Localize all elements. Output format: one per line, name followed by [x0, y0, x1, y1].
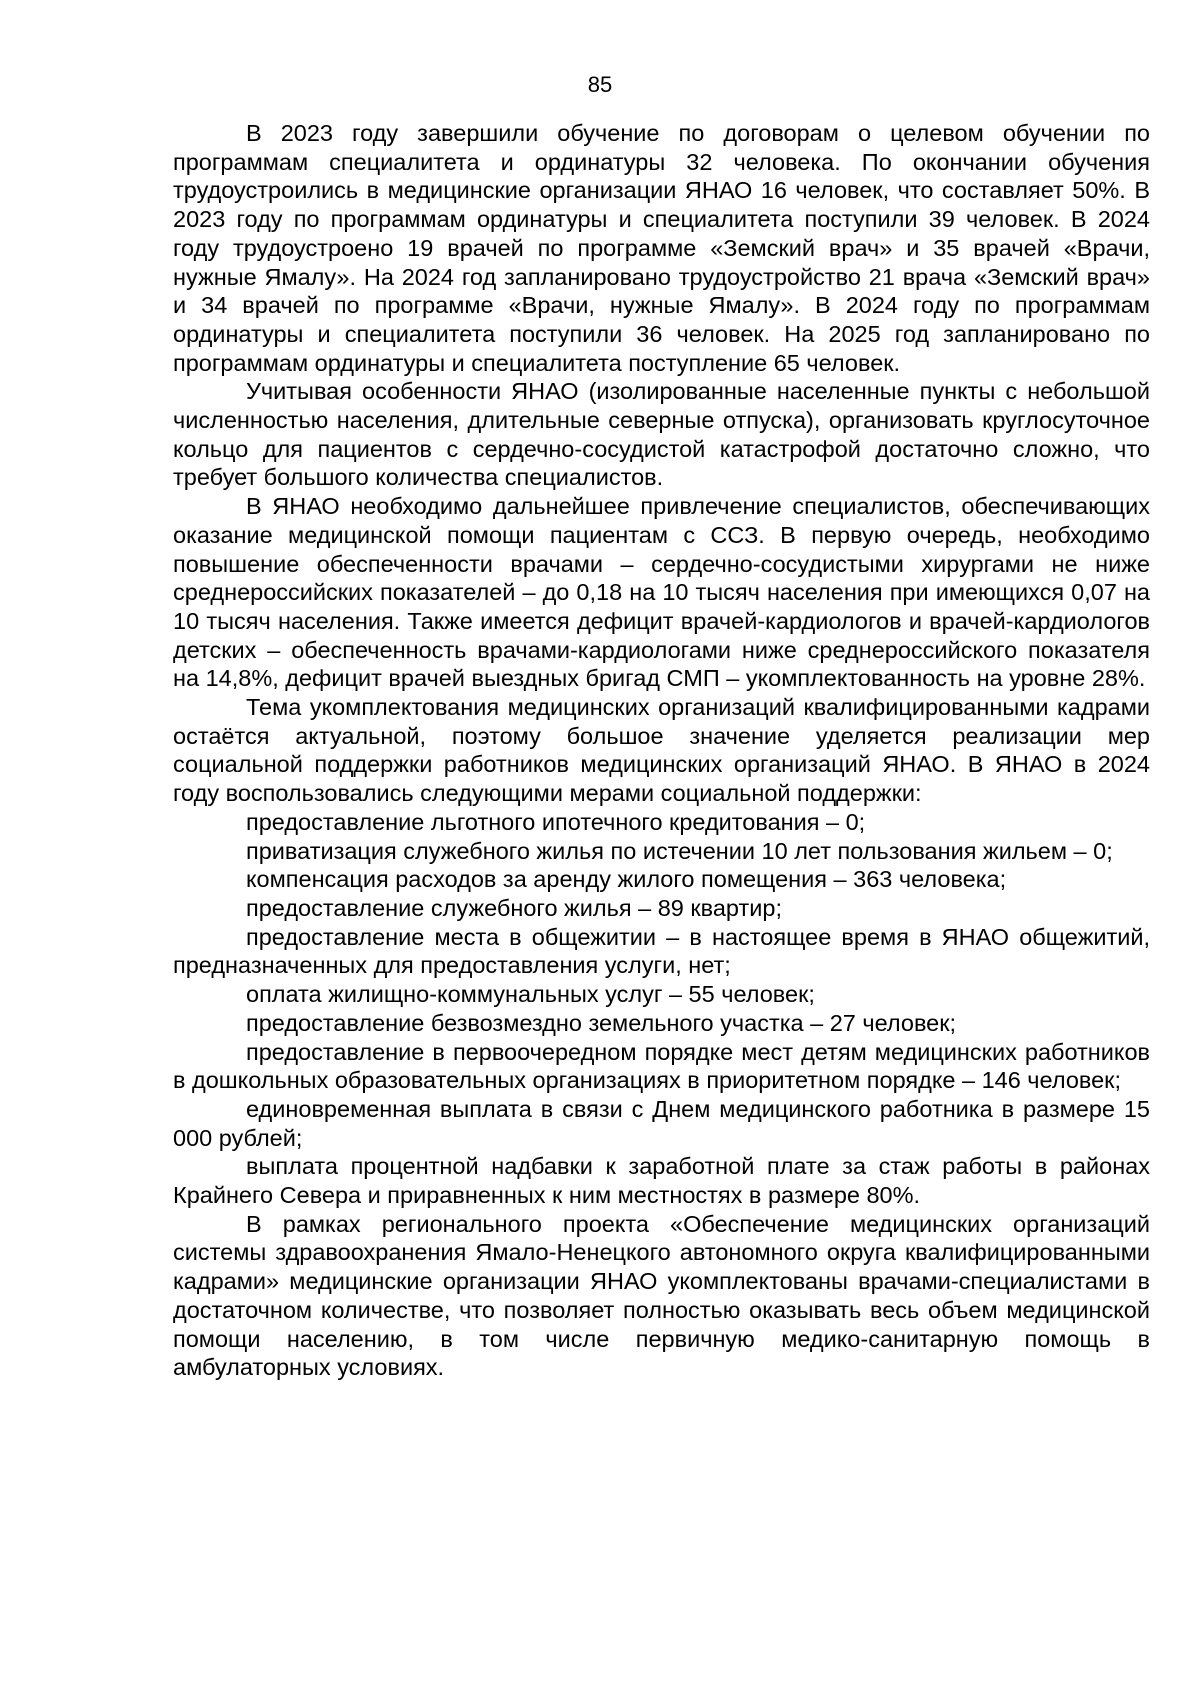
paragraph: Тема укомплектования медицинских организаций квалифицированными кадрами остаётся актуальной, поэтому большое значение уделяется реализации мер социальной поддержки работников медицинских организаций ЯНАО. В ЯНАО в 2024 году воспользовались следующими мерами социальной поддержки:	[173, 694, 1150, 807]
list-item: приватизация служебного жилья по истечении 10 лет пользования жильем – 0;	[246, 837, 1113, 864]
paragraph: Учитывая особенности ЯНАО (изолированные населенные пункты с небольшой численностью населения, длительные северные отпуска), организовать круглосуточное кольцо для пациентов с сердечно-сосудистой катастрофой достаточно сложно, что требует большого количества специалистов.	[173, 378, 1150, 491]
list-item: предоставление места в общежитии – в настоящее время в ЯНАО общежитий, предназначенных для предоставления услуги, нет;	[173, 923, 1150, 979]
list-item: компенсация расходов за аренду жилого помещения – 363 человека;	[246, 866, 1007, 893]
page-number: 85	[587, 72, 613, 97]
list-item: выплата процентной надбавки к заработной плате за стаж работы в районах Крайнего Севера и приравненных к ним местностях в размере 80%.	[173, 1153, 1150, 1209]
list-item: предоставление в первоочередном порядке мест детям медицинских работников в дошкольных образовательных организациях в приоритетном порядке – 146 человек;	[173, 1038, 1150, 1094]
paragraph: В ЯНАО необходимо дальнейшее привлечение специалистов, обеспечивающих оказание медицинской помощи пациентам с ССЗ. В первую очередь, необходимо повышение обеспеченности врачами – сердечно-сосудистыми хирургами не ниже среднероссийских показателей – до 0,18 на 10 тысяч населения при имеющихся 0,07 на 10 тысяч населения. Также имеется дефицит врачей-кардиологов и врачей-кардиологов детских – обеспеченность врачами-кардиологами ниже среднероссийского показателя на 14,8%, дефицит врачей выездных бригад СМП – укомплектованность на уровне 28%.	[173, 493, 1150, 692]
list-item: предоставление безвозмездно земельного участка – 27 человек;	[246, 1009, 957, 1036]
paragraph: В 2023 году завершили обучение по договорам о целевом обучении по программам специалитета и ординатуры 32 человека. По окончании обучения трудоустроились в медицинские организации ЯНАО 16 человек, что составляет 50%. В 2023 году по программам ординатуры и специалитета поступили 39 человек. В 2024 году трудоустроено 19 врачей по программе «Земский врач» и 35 врачей «Врачи, нужные Ямалу». На 2024 год запланировано трудоустройство 21 врача «Земский врач» и 34 врачей по программе «Врачи, нужные Ямалу». В 2024 году по программам ординатуры и специалитета поступили 36 человек. На 2025 год запланировано по программам ординатуры и специалитета поступление 65 человек.	[173, 120, 1150, 376]
list-item: оплата жилищно-коммунальных услуг – 55 человек;	[246, 981, 815, 1008]
paragraph: В рамках регионального проекта «Обеспечение медицинских организаций системы здравоохранения Ямало-Ненецкого автономного округа квалифицированными кадрами» медицинские организации ЯНАО укомплектованы врачами-специалистами в достаточном количестве, что позволяет полностью оказывать весь объем медицинской помощи населению, в том числе первичную медико-санитарную помощь в амбулаторных условиях.	[173, 1210, 1150, 1381]
document-body	[173, 119, 1150, 1382]
list-item: предоставление льготного ипотечного кредитования – 0;	[246, 808, 866, 835]
list-item: предоставление служебного жилья – 89 квартир;	[246, 894, 782, 921]
list-item: единовременная выплата в связи с Днем медицинского работника в размере 15 000 рублей;	[173, 1095, 1150, 1151]
